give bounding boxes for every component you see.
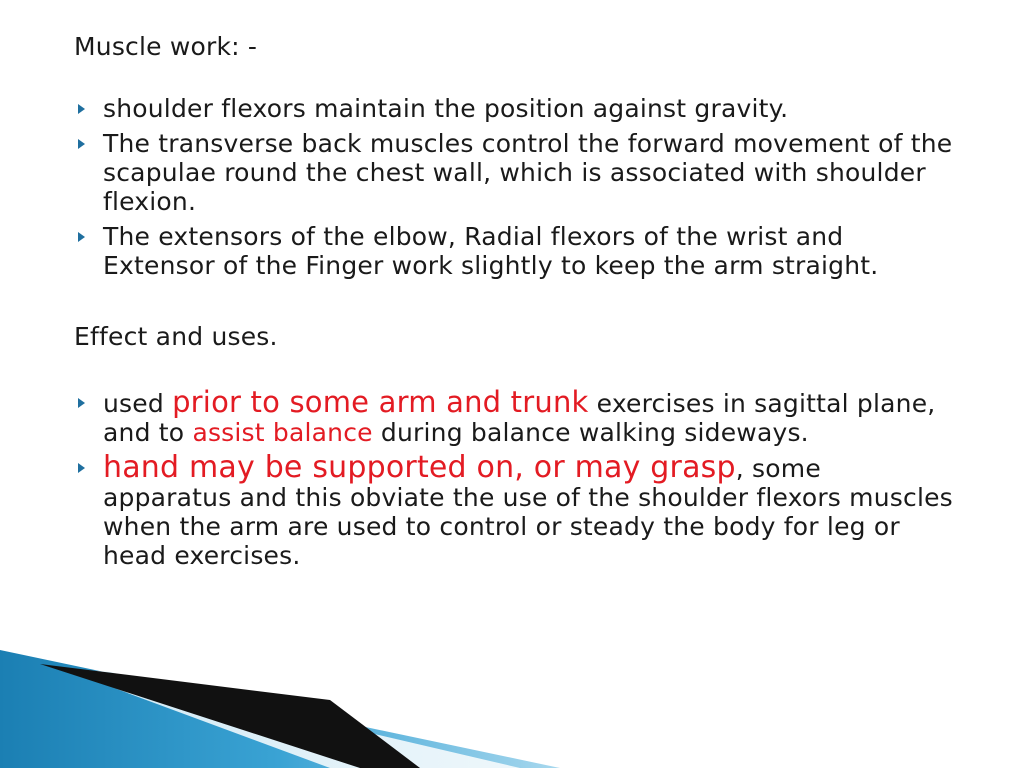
highlight-text: hand may be supported on, or may grasp <box>103 450 736 485</box>
bullet-text: shoulder flexors maintain the position against gravity. <box>103 94 789 123</box>
heading-effect-uses: Effect and uses. <box>74 322 278 351</box>
bullet-text: The extensors of the elbow, Radial flexors of the wrist and Extensor of the Finger work slightly to keep the arm straight. <box>103 222 879 280</box>
bullet-text: used <box>103 389 173 418</box>
bullet-text: The transverse back muscles control the forward movement of the scapulae round the chest wall, which is associated with shoulder flexion. <box>103 129 953 216</box>
heading-muscle-work: Muscle work: - <box>74 32 258 61</box>
bullet-text: exercises in sagittal plane, and to <box>103 389 936 447</box>
bullet-text: , <box>735 454 744 483</box>
bullet-text: during balance walking sideways. <box>372 418 809 447</box>
highlight-text: prior to some arm and trunk <box>172 385 589 419</box>
bullet-text: apparatus and this obviate the use of the shoulder flexors muscles when the arm are used to control or steady the body for leg or head exercises. <box>103 483 953 570</box>
highlight-text: assist balance <box>192 418 373 447</box>
bullet-text: some <box>743 454 821 483</box>
